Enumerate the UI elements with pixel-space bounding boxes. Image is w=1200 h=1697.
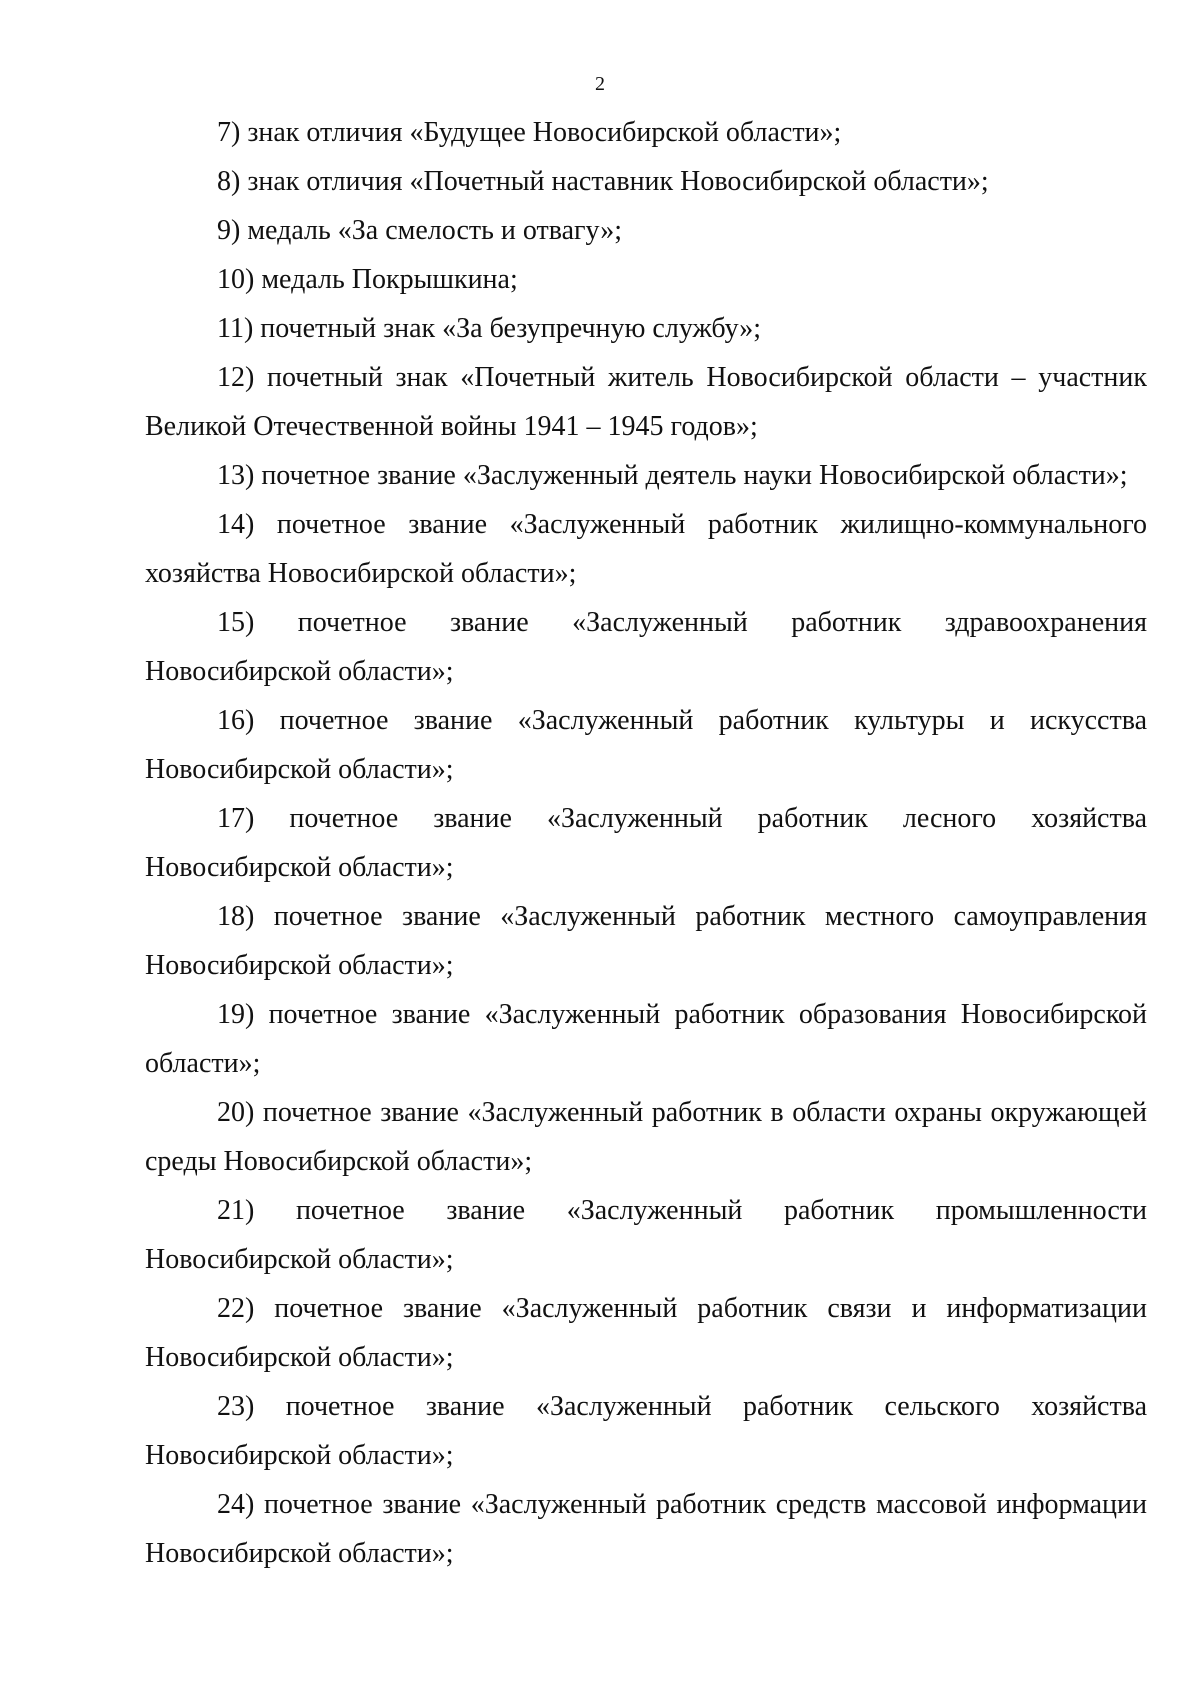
page-number: 2 [595, 73, 605, 95]
list-item: 20) почетное звание «Заслуженный работник в области охраны окружающей среды Новосибирской области»; [145, 1097, 1147, 1177]
list-item: 8) знак отличия «Почетный наставник Новосибирской области»; [217, 166, 989, 197]
list-item: 15) почетное звание «Заслуженный работник здравоохранения Новосибирской области»; [145, 607, 1147, 687]
list-item: 19) почетное звание «Заслуженный работник образования Новосибирской области»; [145, 999, 1147, 1079]
list-item: 14) почетное звание «Заслуженный работник жилищно-коммунального хозяйства Новосибирской области»; [145, 509, 1147, 589]
list-item: 24) почетное звание «Заслуженный работник средств массовой информации Новосибирской области»; [145, 1489, 1147, 1569]
list-item: 11) почетный знак «За безупречную службу»; [217, 313, 762, 344]
award-list [145, 108, 1147, 1578]
list-item: 13) почетное звание «Заслуженный деятель науки Новосибирской области»; [217, 460, 1128, 491]
list-item: 21) почетное звание «Заслуженный работник промышленности Новосибирской области»; [145, 1195, 1147, 1275]
list-item: 23) почетное звание «Заслуженный работник сельского хозяйства Новосибирской области»; [145, 1391, 1147, 1471]
list-item: 7) знак отличия «Будущее Новосибирской области»; [217, 117, 842, 148]
list-item: 10) медаль Покрышкина; [217, 264, 518, 295]
list-item: 12) почетный знак «Почетный житель Новосибирской области – участник Великой Отечественной войны 1941 – 1945 годов»; [145, 362, 1147, 442]
list-item: 18) почетное звание «Заслуженный работник местного самоуправления Новосибирской области»; [145, 901, 1147, 981]
list-item: 16) почетное звание «Заслуженный работник культуры и искусства Новосибирской области»; [145, 705, 1147, 785]
list-item: 17) почетное звание «Заслуженный работник лесного хозяйства Новосибирской области»; [145, 803, 1147, 883]
list-item: 22) почетное звание «Заслуженный работник связи и информатизации Новосибирской области»; [145, 1293, 1147, 1373]
list-item: 9) медаль «За смелость и отвагу»; [217, 215, 622, 246]
